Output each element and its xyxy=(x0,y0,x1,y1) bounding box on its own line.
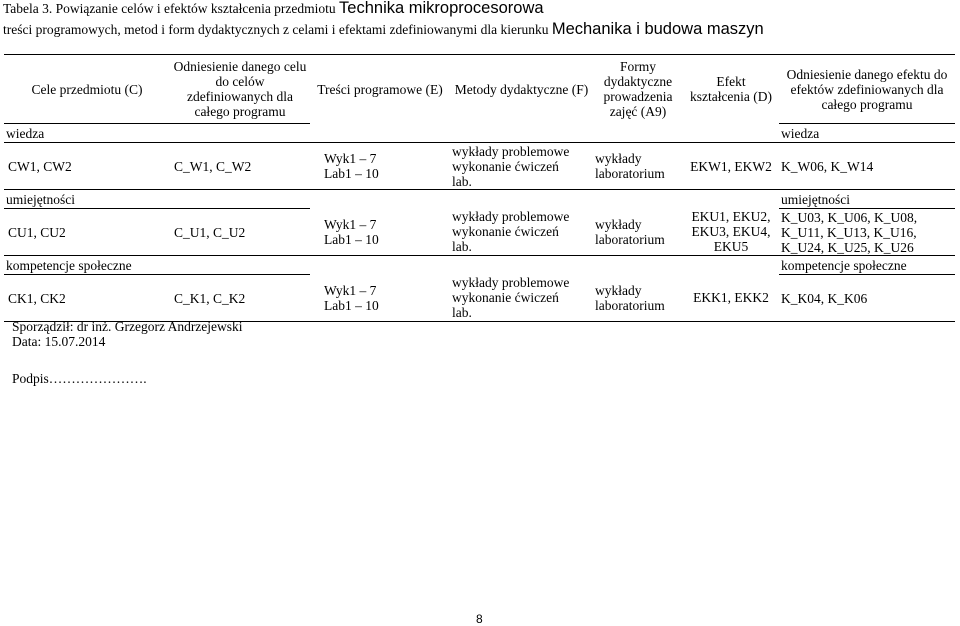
goals-cell: CK1, CK2 xyxy=(4,275,170,322)
methods-cell: wykłady problemowe wykonanie ćwiczeń lab. xyxy=(452,143,570,189)
effects-cell: EKW1, EKW2 xyxy=(690,158,772,174)
section-right-label: kompetencje społeczne xyxy=(779,256,955,275)
page-number: 8 xyxy=(476,612,483,626)
caption-prefix-2: treści programowych, metod i form dydaktycznych z celami i efektami zdefiniowanymi dla kierunku xyxy=(3,22,549,37)
caption-line-2 xyxy=(3,20,764,39)
section-right-label: umiejętności xyxy=(779,190,955,209)
goals-cell: CU1, CU2 xyxy=(4,209,170,256)
content-cell: Wyk1 – 7 Lab1 – 10 xyxy=(324,282,379,313)
methods-cell: wykłady problemowe wykonanie ćwiczeń lab. xyxy=(452,275,570,321)
effects-cell: EKK1, EKK2 xyxy=(693,290,769,306)
field-of-study: Mechanika i budowa maszyn xyxy=(551,20,764,38)
signature-line: Podpis…………………. xyxy=(12,371,147,386)
col-header-goals: Cele przedmiotu (C) xyxy=(31,81,143,97)
col-header-effect-refs: Odniesienie danego efektu do efektów zdefiniowanych dla całego programu xyxy=(786,66,948,112)
course-name: Technika mikroprocesorowa xyxy=(339,0,544,17)
table-row xyxy=(4,209,955,256)
section-label: kompetencje społeczne xyxy=(4,256,310,275)
effect-refs-cell: K_W06, K_W14 xyxy=(779,143,955,190)
caption-line-1 xyxy=(3,0,544,18)
col-header-goal-refs: Odniesienie danego celu do celów zdefiniowanych dla całego programu xyxy=(173,59,307,119)
section-label: wiedza xyxy=(4,124,310,143)
table-row xyxy=(4,143,955,190)
section-label: umiejętności xyxy=(4,190,310,209)
methods-cell: wykłady problemowe wykonanie ćwiczeń lab. xyxy=(452,209,570,255)
effect-refs-cell: K_U03, K_U06, K_U08, K_U11, K_U13, K_U16, K_U24, K_U25, K_U26 xyxy=(779,209,955,256)
table-row xyxy=(4,275,955,322)
effects-cell: EKU1, EKU2, EKU3, EKU4, EKU5 xyxy=(691,209,771,255)
forms-cell: wykłady laboratorium xyxy=(595,282,665,313)
header-row xyxy=(4,55,955,124)
content-cell: Wyk1 – 7 Lab1 – 10 xyxy=(324,216,379,247)
forms-cell: wykłady laboratorium xyxy=(595,216,665,247)
effect-refs-cell: K_K04, K_K06 xyxy=(779,275,955,322)
section-row-knowledge xyxy=(4,124,955,143)
section-row-social xyxy=(4,256,955,275)
prepared-by: Sporządził: dr inż. Grzegorz Andrzejewski xyxy=(12,319,243,334)
goal-refs-cell: C_W1, C_W2 xyxy=(170,143,310,190)
goal-refs-cell: C_U1, C_U2 xyxy=(170,209,310,256)
goal-refs-cell: C_K1, C_K2 xyxy=(170,275,310,322)
col-header-methods: Metody dydaktyczne (F) xyxy=(454,81,589,97)
forms-cell: wykłady laboratorium xyxy=(595,151,665,181)
relations-table xyxy=(4,54,955,322)
section-right-label: wiedza xyxy=(779,124,955,143)
content-cell: Wyk1 – 7 Lab1 – 10 xyxy=(324,151,379,181)
col-header-content: Treści programowe (E) xyxy=(317,81,443,97)
col-header-effects: Efekt kształcenia (D) xyxy=(689,74,773,105)
section-row-skills xyxy=(4,190,955,209)
goals-cell: CW1, CW2 xyxy=(4,143,170,190)
footer-author-block xyxy=(12,319,243,349)
col-header-forms: Formy dydaktyczne prowadzenia zajęć (A9) xyxy=(603,59,673,120)
date: Data: 15.07.2014 xyxy=(12,334,106,349)
caption-prefix: Tabela 3. Powiązanie celów i efektów kształcenia przedmiotu xyxy=(3,1,336,16)
